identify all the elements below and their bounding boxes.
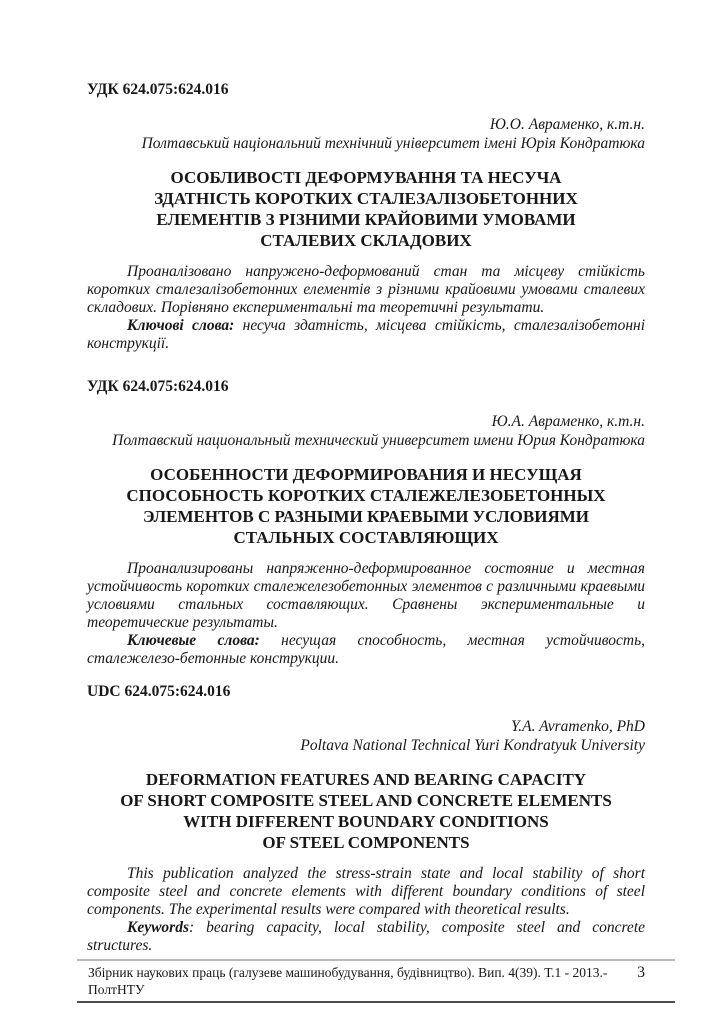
author-name-uk: Ю.О. Авраменко, к.т.н. xyxy=(489,116,645,133)
keywords-text-ru: несущая способность, местная устойчивость, сталежелезо-бетонные конструкции. xyxy=(87,632,646,667)
author-name-en: Y.A. Avramenko, PhD xyxy=(511,718,645,735)
title-line: СТАЛЬНЫХ СОСТАВЛЯЮЩИХ xyxy=(233,528,499,547)
byline-ru xyxy=(87,412,645,450)
page-number: 3 xyxy=(637,964,645,981)
udc-code-ru: УДК 624.075:624.016 xyxy=(87,378,229,395)
abstract-paragraph-ru: Проанализированы напряженно-деформированное состояние и местная устойчивость коротких сталежелезобетонных элементов с различными краевыми условиями стальных составляющих. Сравнены экспериментальные и теоретические результаты. xyxy=(87,560,645,631)
title-line: OF STEEL COMPONENTS xyxy=(262,833,470,852)
title-line: ЭЛЕМЕНТОВ С РАЗНЫМИ КРАЕВЫМИ УСЛОВИЯМИ xyxy=(142,507,590,526)
title-line: СПОСОБНОСТЬ КОРОТКИХ СТАЛЕЖЕЛЕЗОБЕТОННЫХ xyxy=(126,486,606,505)
section-russian xyxy=(87,377,645,668)
keywords-paragraph-uk xyxy=(87,317,645,353)
title-line: DEFORMATION FEATURES AND BEARING CAPACITY xyxy=(145,770,587,789)
title-line: OF SHORT COMPOSITE STEEL AND CONCRETE ELEMENTS xyxy=(120,791,612,810)
affiliation-uk: Полтавський національний технічний університет імені Юрія Кондратюка xyxy=(141,135,645,152)
title-line: WITH DIFFERENT BOUNDARY CONDITIONS xyxy=(183,812,549,831)
affiliation-ru: Полтавский национальный технический университет имени Юрия Кондратюка xyxy=(112,432,645,449)
keywords-text-en: : bearing capacity, local stability, composite steel and concrete structures. xyxy=(87,919,645,954)
author-name-ru: Ю.А. Авраменко, к.т.н. xyxy=(491,413,645,430)
title-line: СТАЛЕВИХ СКЛАДОВИХ xyxy=(260,231,472,250)
title-line: ЕЛЕМЕНТІВ З РІЗНИМИ КРАЙОВИМИ УМОВАМИ xyxy=(156,210,576,229)
byline-en xyxy=(87,717,645,755)
keywords-paragraph-en xyxy=(87,919,645,955)
keywords-label-ru: Ключевые слова: xyxy=(127,632,260,649)
udc-code-uk: УДК 624.075:624.016 xyxy=(87,81,229,98)
article-title-ru xyxy=(87,464,645,548)
abstract-paragraph-uk: Проаналізовано напружено-деформований стан та місцеву стійкість коротких сталезалізобетонних елементів з різними крайовими умовами сталевих складових. Порівняно експериментальні та теоретичні результати. xyxy=(87,263,645,316)
title-line: ЗДАТНІСТЬ КОРОТКИХ СТАЛЕЗАЛІЗОБЕТОННИХ xyxy=(154,189,578,208)
footer-citation: Збірник наукових праць (галузеве машинобудування, будівництво). Вип. 4(39). Т.1 - 2013.- ПолтНТУ xyxy=(88,965,608,997)
title-line: ОСОБЕННОСТИ ДЕФОРМИРОВАНИЯ И НЕСУЩАЯ xyxy=(150,465,582,484)
keywords-text-uk: несуча здатність, місцева стійкість, сталезалізобетонні конструкції. xyxy=(87,317,646,352)
byline-uk xyxy=(87,115,645,153)
keywords-label-uk: Ключові слова: xyxy=(127,317,235,334)
keywords-label-en: Keywords xyxy=(127,919,189,936)
affiliation-en: Poltava National Technical Yuri Kondratyuk University xyxy=(300,737,645,754)
keywords-paragraph-ru xyxy=(87,632,645,668)
section-ukrainian xyxy=(87,80,645,353)
section-english xyxy=(87,682,645,955)
udc-code-en: UDC 624.075:624.016 xyxy=(87,683,231,700)
article-title-en xyxy=(87,769,645,853)
abstract-paragraph-en: This publication analyzed the stress-strain state and local stability of short composite steel and concrete elements with different boundary conditions of steel components. The experimental results were compared with theoretical results. xyxy=(87,865,645,918)
title-line: ОСОБЛИВОСТІ ДЕФОРМУВАННЯ ТА НЕСУЧА xyxy=(170,168,562,187)
page-footer xyxy=(77,959,675,1003)
article-title-uk xyxy=(87,167,645,251)
